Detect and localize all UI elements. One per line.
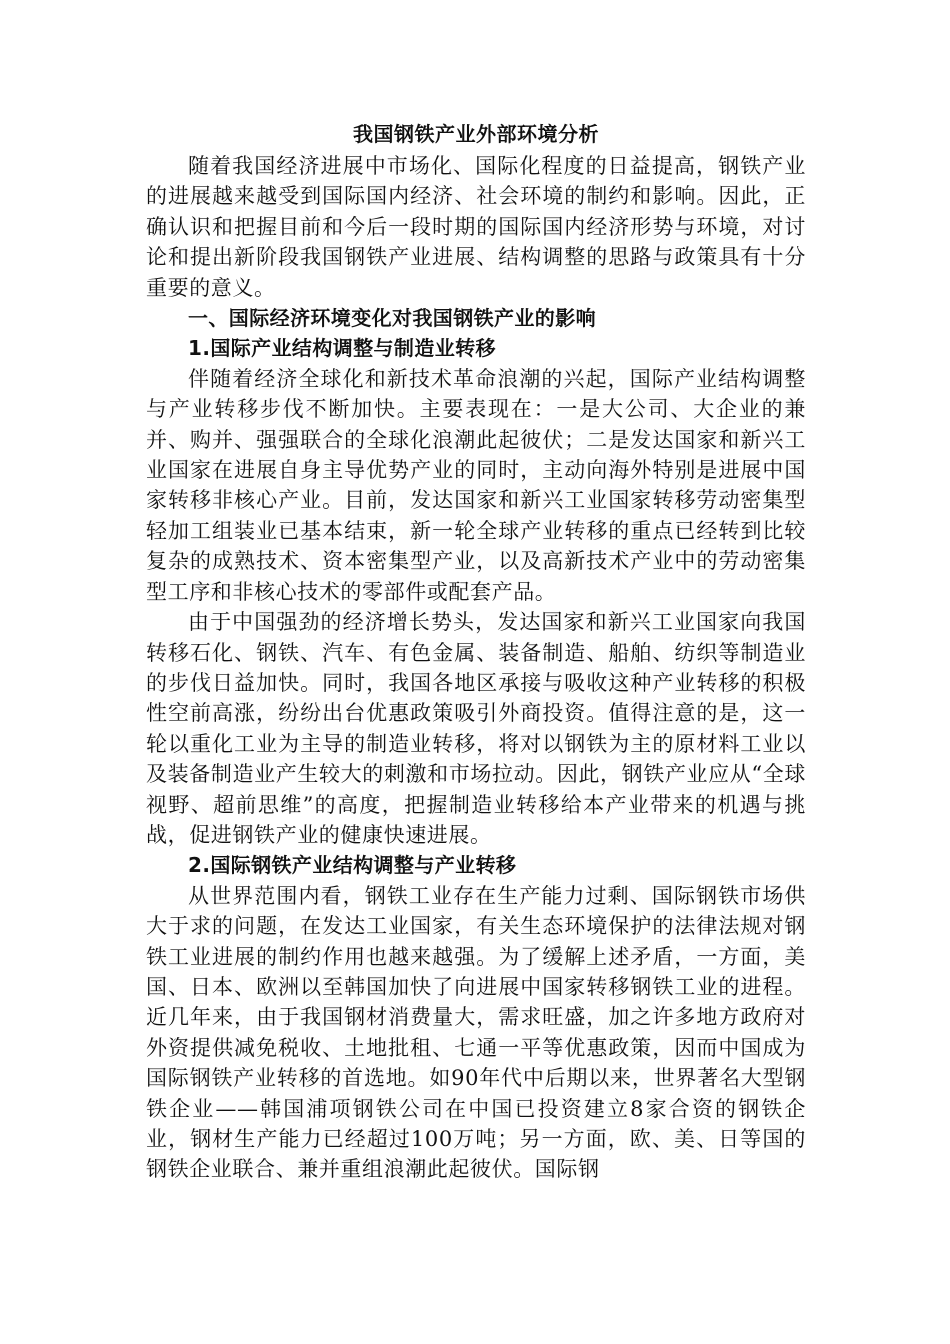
intro-paragraph: 随着我国经济进展中市场化、国际化程度的日益提高，钢铁产业的进展越来越受到国际国内经济、社会环境的制约和影响。因此，正确认识和把握目前和今后一段时期的国际国内经济形势与环境，对讨论和提出新阶段我国钢铁产业进展、结构调整的思路与政策具有十分重要的意义。 (146, 154, 806, 300)
subsection-1-heading: 1.国际产业结构调整与制造业转移 (188, 336, 496, 361)
subsection-1-paragraph-1: 伴随着经济全球化和新技术革命浪潮的兴起，国际产业结构调整与产业转移步伐不断加快。主要表现在：一是大公司、大企业的兼并、购并、强强联合的全球化浪潮此起彼伏；二是发达国家和新兴工业国家在进展自身主导优势产业的同时，主动向海外特别是进展中国家转移非核心产业。目前，发达国家和新兴工业国家转移劳动密集型轻加工组装业已基本结束，新一轮全球产业转移的重点已经转到比较复杂的成熟技术、资本密集型产业，以及高新技术产业中的劳动密集型工序和非核心技术的零部件或配套产品。 (146, 366, 806, 604)
section-1-heading: 一、国际经济环境变化对我国钢铁产业的影响 (188, 306, 596, 331)
subsection-2-paragraph-1: 从世界范围内看，钢铁工业存在生产能力过剩、国际钢铁市场供大于求的问题，在发达工业国家，有关生态环境保护的法律法规对钢铁工业进展的制约作用也越来越强。为了缓解上述矛盾，一方面，美国、日本、欧洲以至韩国加快了向进展中国家转移钢铁工业的进程。近几年来，由于我国钢材消费量大，需求旺盛，加之许多地方政府对外资提供减免税收、土地批租、七通一平等优惠政策，因而中国成为国际钢铁产业转移的首选地。如90年代中后期以来，世界著名大型钢铁企业——韩国浦项钢铁公司在中国已投资建立8家合资的钢铁企业，钢材生产能力已经超过100万吨；另一方面，欧、美、日等国的钢铁企业联合、兼并重组浪潮此起彼伏。国际钢 (146, 883, 806, 1182)
document-title: 我国钢铁产业外部环境分析 (353, 122, 599, 146)
subsection-2-heading: 2.国际钢铁产业结构调整与产业转移 (188, 853, 517, 878)
document-page (146, 118, 806, 1185)
subsection-1-paragraph-2: 由于中国强劲的经济增长势头，发达国家和新兴工业国家向我国转移石化、钢铁、汽车、有色金属、装备制造、船舶、纺织等制造业的步伐日益加快。同时，我国各地区承接与吸收这种产业转移的积极性空前高涨，纷纷出台优惠政策吸引外商投资。值得注意的是，这一轮以重化工业为主导的制造业转移，将对以钢铁为主的原材料工业以及装备制造业产生较大的刺激和市场拉动。因此，钢铁产业应从“全球视野、超前思维”的高度，把握制造业转移给本产业带来的机遇与挑战，促进钢铁产业的健康快速进展。 (146, 610, 806, 847)
